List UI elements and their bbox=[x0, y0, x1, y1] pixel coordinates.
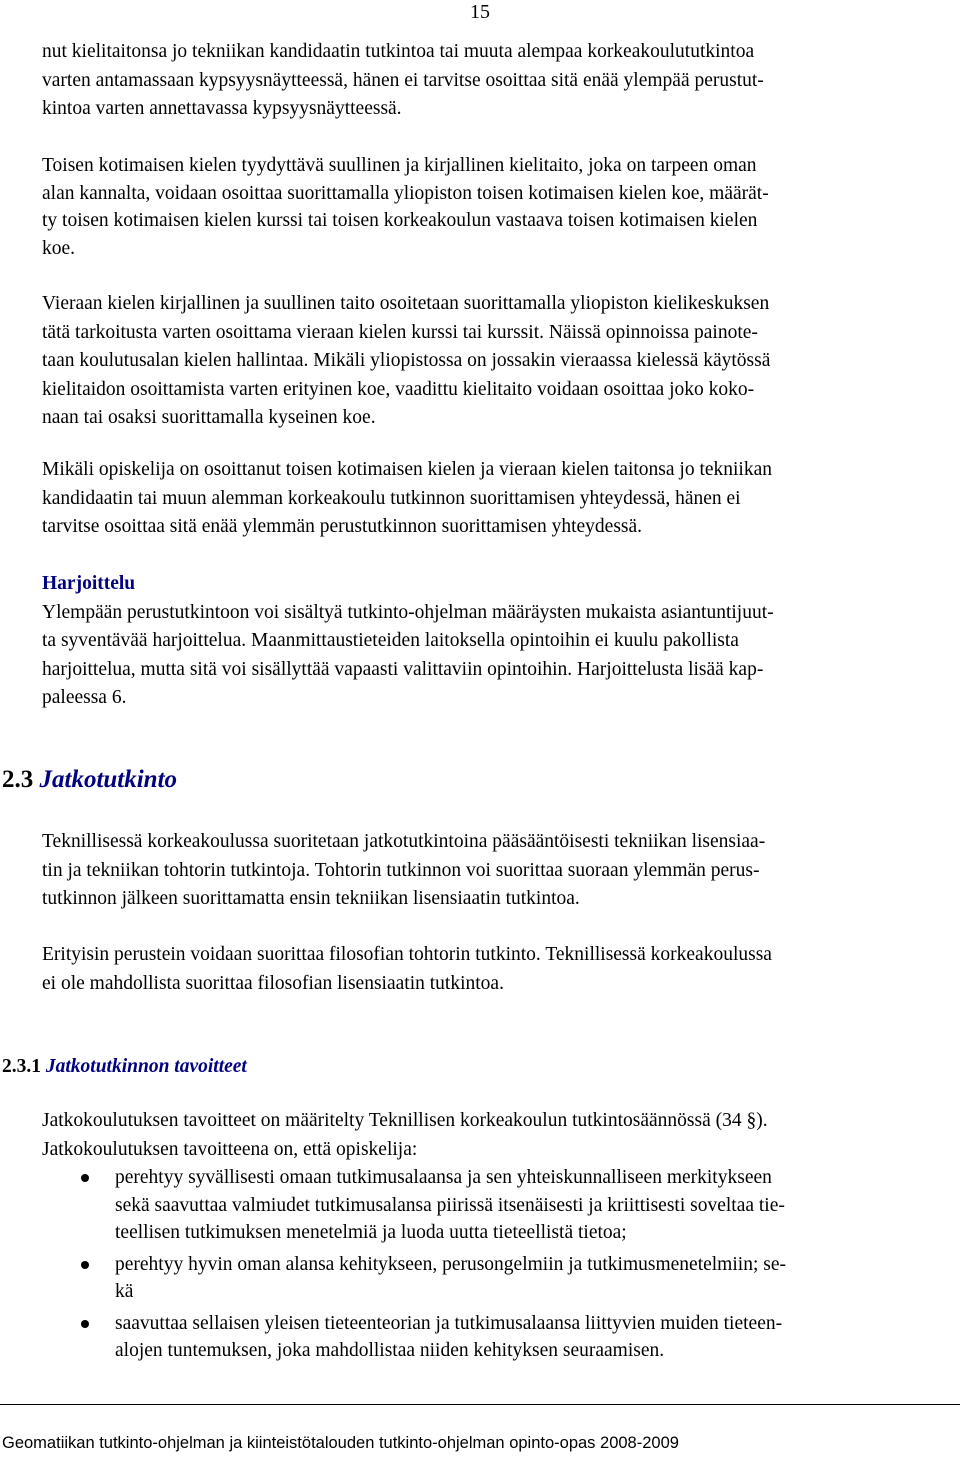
paragraph-second-domestic-language bbox=[42, 152, 958, 262]
text-line: perehtyy hyvin oman alansa kehitykseen, perusongelmiin ja tutkimusmenetelmiin; se- bbox=[115, 1253, 786, 1275]
section-number: 2.3.1 bbox=[2, 1056, 41, 1077]
text-line: ty toisen kotimaisen kielen kurssi tai toisen korkeakoulun vastaava toisen kotimaisen kielen bbox=[42, 210, 758, 231]
text-line: koe. bbox=[42, 237, 76, 259]
text-line: nut kielitaitonsa jo tekniikan kandidaatin tutkintoa tai muuta alempaa korkeakoulututkintoa bbox=[42, 41, 755, 62]
list-item bbox=[42, 1164, 958, 1247]
text-line: saavuttaa sellaisen yleisen tieteenteorian ja tutkimusalaansa liittyvien muiden tieteen- bbox=[115, 1312, 783, 1334]
text-line: alan kannalta, voidaan osoittaa suorittamalla yliopiston toisen kotimaisen kielen koe, määrät- bbox=[42, 182, 769, 204]
text-line: harjoittelua, mutta sitä voi sisällyttää vapaasti valittaviin opintoihin. Harjoittelusta lisää kap- bbox=[42, 658, 764, 680]
paragraph-foreign-language bbox=[42, 290, 958, 433]
text-line: Vieraan kielen kirjallinen ja suullinen taito osoitetaan suorittamalla yliopiston kielikeskuksen bbox=[42, 293, 770, 314]
text-line: taan koulutusalan kielen hallintaa. Mikäli yliopistossa on jossakin vieraassa kielessä käytössä bbox=[42, 350, 771, 371]
text-line: kielitaidon osoittamista varten erityinen koe, vaadittu kielitaito voidaan osoittaa joko koko- bbox=[42, 378, 755, 400]
text-line: sekä saavuttaa valmiudet tutkimusalansa piirissä itsenäisesti ja kriittisesti soveltaa tie- bbox=[115, 1194, 785, 1216]
text-line: tätä tarkoitusta varten osoittama vieraan kielen kurssi tai kurssit. Näissä opinnoissa painote- bbox=[42, 321, 758, 343]
text-line: Jatkokoulutuksen tavoitteena on, että opiskelija: bbox=[42, 1138, 418, 1160]
text-line: tutkinnon jälkeen suorittamatta ensin tekniikan lisensiaatin tutkintoa. bbox=[42, 888, 580, 909]
paragraph-postgraduate-degrees bbox=[42, 828, 958, 914]
text-line: perehtyy syvällisesti omaan tutkimusalaansa ja sen yhteiskunnalliseen merkitykseen bbox=[115, 1167, 772, 1188]
paragraph-philosophy-doctorate bbox=[42, 941, 958, 998]
internship-heading: Harjoittelu bbox=[42, 573, 136, 594]
text-line: Erityisin perustein voidaan suorittaa filosofian tohtorin tutkinto. Teknillisessä korkeakoulussa bbox=[42, 944, 772, 965]
bullet-icon bbox=[81, 1261, 89, 1269]
text-line: ei ole mahdollista suorittaa filosofian lisensiaatin tutkintoa. bbox=[42, 972, 504, 994]
page-footer: Geomatiikan tutkinto-ohjelman ja kiinteistötalouden tutkinto-ohjelman opinto-opas 2008-2009 bbox=[2, 1434, 679, 1452]
text-line: Ylempään perustutkintoon voi sisältyä tutkinto-ohjelman määräysten mukaista asiantuntijuut- bbox=[42, 601, 774, 623]
text-line: paleessa 6. bbox=[42, 687, 127, 708]
goals-list bbox=[42, 1164, 958, 1369]
text-line: teellisen tutkimuksen menetelmiä ja luoda uutta tieteellistä tietoa; bbox=[115, 1222, 627, 1243]
section-number: 2.3 bbox=[2, 766, 34, 793]
text-line: varten antamassaan kypsyysnäytteessä, hänen ei tarvitse osoittaa sitä enää ylempää perustut- bbox=[42, 69, 764, 91]
bullet-icon bbox=[81, 1320, 89, 1328]
section-title: Jatkotutkinto bbox=[39, 766, 178, 793]
list-item bbox=[42, 1251, 958, 1306]
paragraph-language-skills-intro bbox=[42, 38, 958, 124]
paragraph-language-already-shown bbox=[42, 456, 958, 542]
footer-divider bbox=[0, 1404, 960, 1405]
text-line: alojen tuntemuksen, joka mahdollistaa niiden kehityksen seuraamisen. bbox=[115, 1340, 665, 1361]
page-number: 15 bbox=[470, 1, 490, 23]
text-line: ta syventävää harjoittelua. Maanmittaustieteiden laitoksella opintoihin ei kuulu pakollista bbox=[42, 630, 739, 651]
paragraph-goals-intro bbox=[42, 1107, 958, 1164]
text-line: Mikäli opiskelija on osoittanut toisen kotimaisen kielen ja vieraan kielen taitonsa jo tekniikan bbox=[42, 459, 773, 480]
text-line: kintoa varten annettavassa kypsyysnäytteessä. bbox=[42, 98, 402, 119]
text-line: kä bbox=[115, 1281, 134, 1302]
bullet-icon bbox=[81, 1174, 89, 1182]
section-heading-2-3 bbox=[2, 758, 177, 802]
text-line: kandidaatin tai muun alemman korkeakoulu tutkinnon suorittamisen yhteydessä, hänen ei bbox=[42, 487, 741, 509]
list-item bbox=[42, 1310, 958, 1365]
section-title: Jatkotutkinnon tavoitteet bbox=[45, 1056, 247, 1077]
text-line: Toisen kotimaisen kielen tyydyttävä suullinen ja kirjallinen kielitaito, joka on tarpeen oman bbox=[42, 155, 757, 176]
text-line: tarvitse osoittaa sitä enää ylemmän perustutkinnon suorittamisen yhteydessä. bbox=[42, 516, 643, 537]
section-heading-2-3-1 bbox=[2, 1053, 247, 1081]
text-line: tin ja tekniikan tohtorin tutkintoja. Tohtorin tutkinnon voi suorittaa suoraan ylemmän perus- bbox=[42, 859, 760, 881]
text-line: Jatkokoulutuksen tavoitteet on määritelty Teknillisen korkeakoulun tutkintosäännössä (34 §). bbox=[42, 1110, 768, 1131]
text-line: Teknillisessä korkeakoulussa suoritetaan jatkotutkintoina pääsääntöisesti tekniikan lisensiaa- bbox=[42, 831, 766, 852]
text-line: naan tai osaksi suorittamalla kyseinen koe. bbox=[42, 407, 376, 428]
paragraph-internship bbox=[42, 570, 958, 713]
